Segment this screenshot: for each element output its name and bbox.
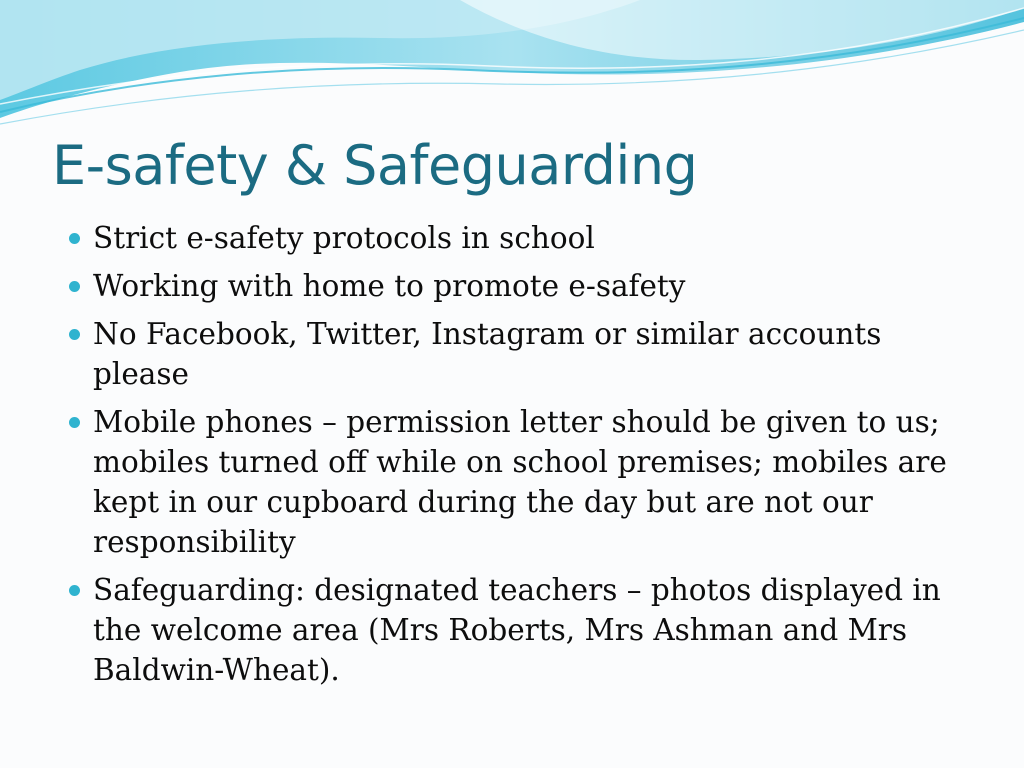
- list-item: [64, 402, 964, 562]
- bullet-text: No Facebook, Twitter, Instagram or similar accounts please: [93, 317, 882, 391]
- bullet-dot-icon: [69, 417, 80, 428]
- bullet-text: Strict e-safety protocols in school: [93, 221, 595, 255]
- bullet-dot-icon: [69, 585, 80, 596]
- list-item: [64, 218, 964, 258]
- list-item: [64, 570, 964, 690]
- list-item: [64, 314, 964, 394]
- slide-title: E-safety & Safeguarding: [52, 134, 698, 197]
- list-item: [64, 266, 964, 306]
- bullet-text: Safeguarding: designated teachers – photos displayed in the welcome area (Mrs Roberts, Mrs Ashman and Mrs Baldwin-Wheat).: [93, 573, 941, 687]
- bullet-dot-icon: [69, 329, 80, 340]
- bullet-dot-icon: [69, 281, 80, 292]
- bullet-list: [64, 218, 964, 698]
- bullet-dot-icon: [69, 233, 80, 244]
- header-wave-decoration: [0, 0, 1024, 140]
- bullet-text: Working with home to promote e-safety: [93, 269, 686, 303]
- bullet-text: Mobile phones – permission letter should be given to us; mobiles turned off while on school premises; mobiles are kept in our cupboard during the day but are not our responsibility: [93, 405, 947, 559]
